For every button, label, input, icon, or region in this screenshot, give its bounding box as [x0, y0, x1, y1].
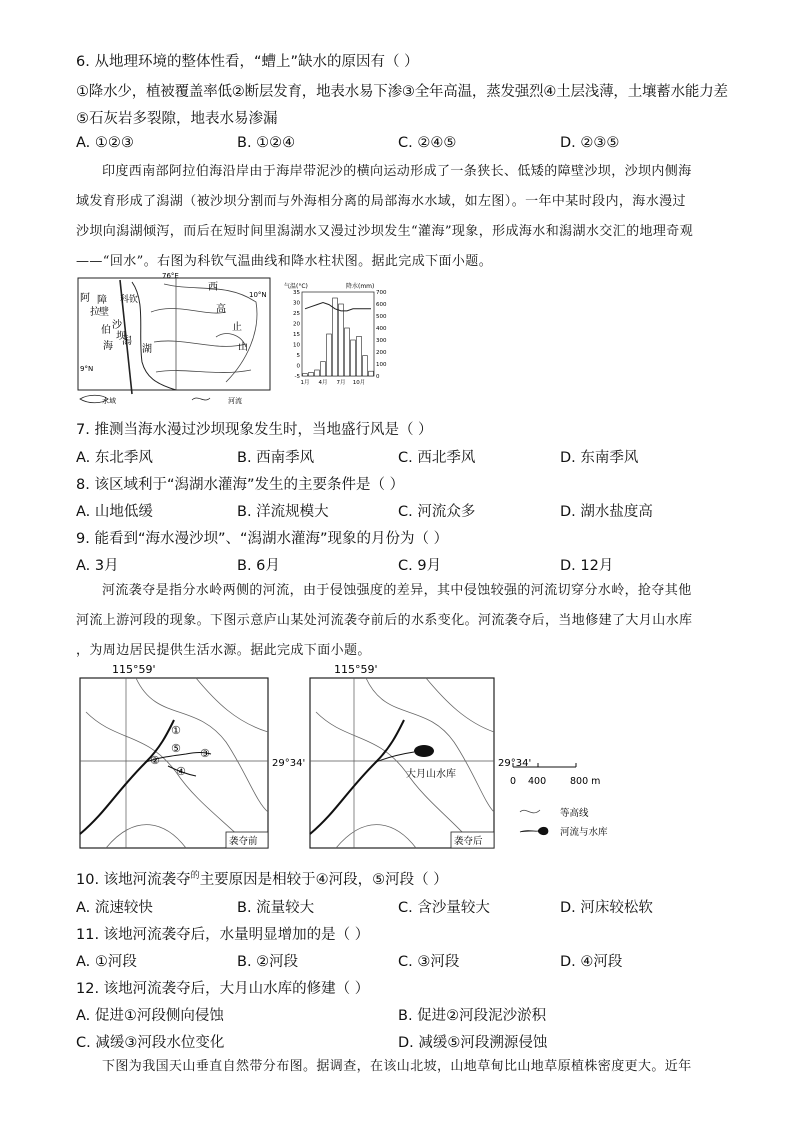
q11-option-b[interactable]: B. ②河段: [237, 954, 299, 970]
right-tick-label: 400: [376, 326, 387, 332]
q6-items-line2: ⑤石灰岩多裂隙，地表水易渗漏: [76, 111, 278, 127]
scale-800: 800 m: [570, 776, 601, 787]
map1-label: 拉: [90, 307, 100, 318]
temperature-line: [305, 303, 371, 311]
precip-bar: [357, 336, 362, 376]
passage-tianshan: [76, 1052, 722, 1082]
right-tick-label: 100: [376, 362, 387, 368]
left-tick-label: 30: [293, 300, 300, 307]
passage-lagoon-line: 域发育形成了潟湖（被沙坝分割而与外海相分离的局部海水水域，如左图）。一年中某时段内，海水漫过: [76, 194, 686, 209]
precip-bar: [303, 374, 308, 376]
month-tick-label: 1月: [300, 380, 310, 386]
map2-before-caption: 袭夺前: [229, 836, 258, 847]
q9-option-c[interactable]: C. 9月: [398, 558, 442, 574]
q10-stem: [76, 868, 448, 889]
q11-option-d[interactable]: D. ④河段: [560, 954, 623, 970]
q11-option-c[interactable]: C. ③河段: [398, 954, 460, 970]
precip-bar: [321, 362, 326, 376]
map1-label: 壁: [99, 307, 109, 318]
map2-lat-before: 29°34': [272, 758, 306, 769]
map2-legend-river: 河流与水库: [560, 827, 608, 838]
map2-legend-contour: 等高线: [560, 808, 589, 819]
q10-option-c[interactable]: C. 含沙量较大: [398, 900, 490, 916]
left-tick-label: 0: [296, 363, 300, 370]
map2-lat-after: 29°34': [498, 758, 532, 769]
right-tick-label: 600: [376, 302, 387, 308]
scale-0: 0: [510, 776, 517, 787]
map1-lat-bottom: 9°N: [80, 365, 94, 373]
scale-400: 400: [528, 776, 547, 787]
map1-label: 湖: [142, 344, 152, 355]
q12-option-b[interactable]: B. 促进②河段泥沙淤积: [398, 1008, 547, 1024]
map1-label: 坝: [116, 331, 126, 342]
q7-option-a[interactable]: A. 东北季风: [76, 450, 153, 466]
q6-option-a[interactable]: A. ①②③: [76, 135, 134, 151]
passage-lagoon: [76, 157, 722, 277]
climate-chart: [282, 280, 392, 390]
precip-bar: [363, 356, 368, 376]
left-tick-label: 25: [293, 311, 300, 317]
map1-label: 障: [97, 295, 107, 306]
map1-label: 阿: [80, 293, 90, 304]
q10-stem-rest: 主要原因是相较于④河段，⑤河段（ ）: [199, 872, 448, 888]
q7-option-b[interactable]: B. 西南季风: [237, 450, 315, 466]
passage-river-line: ，为周边居民提供生活水源。据此完成下面小题。: [76, 643, 371, 658]
q8-option-b[interactable]: B. 洋流规模大: [237, 504, 329, 520]
map1-lon: 76°E: [162, 272, 179, 280]
q11-option-a[interactable]: A. ①河段: [76, 954, 137, 970]
map2-num-3: ③: [200, 747, 210, 760]
precip-bar: [345, 328, 350, 376]
map2-lon-after: 115°59': [334, 663, 378, 676]
passage-tianshan-line: 下图为我国天山垂直自然带分布图。据调查，在该山北坡，山地草甸比山地草原植株密度更大。近年: [102, 1059, 692, 1074]
q7-stem: 7. 推测当海水漫过沙坝现象发生时，当地盛行风是（ ）: [76, 422, 433, 438]
map2-num-2: ②: [150, 754, 160, 767]
month-tick-label: 4月: [318, 380, 328, 386]
precip-bar: [351, 340, 356, 376]
q10-option-b[interactable]: B. 流量较大: [237, 900, 315, 916]
map1-label: 海: [103, 341, 113, 352]
map2-num-1: ①: [171, 724, 181, 737]
lagoon-map: [76, 272, 276, 407]
q6-stem: 6. 从地理环境的整体性看，“螬上”缺水的原因有（ ）: [76, 54, 419, 70]
precip-bar: [315, 370, 320, 376]
map1-label: 科钦: [120, 295, 139, 305]
right-tick-label: 200: [376, 350, 387, 356]
q10-stem-start: 10. 该地河流袭夺: [76, 872, 191, 888]
q7-option-c[interactable]: C. 西北季风: [398, 450, 476, 466]
q6-option-b[interactable]: B. ①②④: [237, 135, 296, 151]
left-tick-label: 15: [293, 332, 300, 338]
q9-option-b[interactable]: B. 6月: [237, 558, 280, 574]
q10-option-d[interactable]: D. 河床较松软: [560, 900, 653, 916]
map1-label: 伯: [101, 325, 111, 336]
map1-legend-water: 水域: [102, 397, 116, 405]
precip-bar: [327, 334, 332, 376]
q12-stem: 12. 该地河流袭夺后，大月山水库的修建（ ）: [76, 981, 370, 997]
chart-right-axis-label: 降水(mm): [346, 283, 375, 290]
map1-legend-river: 河流: [228, 397, 242, 405]
left-tick-label: 5: [296, 353, 300, 359]
map2-reservoir: 大月山水库: [406, 769, 456, 780]
left-tick-label: 20: [293, 321, 300, 328]
q10-note: 的: [190, 871, 200, 882]
passage-lagoon-line: 沙坝向潟湖倾泻，而后在短时间里潟湖水又漫过沙坝发生“灌海”现象，形成海水和潟湖水交汇的地理奇观: [76, 224, 694, 239]
passage-river-capture: [76, 576, 722, 666]
q12-option-a[interactable]: A. 促进①河段侧向侵蚀: [76, 1008, 224, 1024]
q12-option-c[interactable]: C. 减缓③河段水位变化: [76, 1035, 225, 1051]
river-capture-maps: [76, 662, 716, 854]
q10-option-a[interactable]: A. 流速较快: [76, 900, 153, 916]
left-tick-label: -5: [294, 374, 300, 380]
passage-lagoon-line: 印度西南部阿拉伯海沿岸由于海岸带泥沙的横向运动形成了一条狭长、低矮的障壁沙坝，沙坝内侧海: [102, 164, 692, 179]
chart-left-axis-label: 气温(°C): [284, 283, 308, 290]
right-tick-label: 0: [376, 374, 380, 380]
q8-option-a[interactable]: A. 山地低缓: [76, 504, 153, 520]
map2-num-5: ⑤: [171, 742, 181, 755]
river-legend-icon: [192, 398, 210, 400]
map1-label: 高: [216, 304, 226, 315]
q6-option-c[interactable]: C. ②④⑤: [398, 135, 457, 151]
month-tick-label: 7月: [336, 380, 346, 386]
river-reservoir-legend-icon: [520, 827, 548, 835]
precip-bar: [309, 372, 314, 376]
left-tick-label: 35: [293, 290, 300, 296]
passage-lagoon-line: ——“回水”。右图为科钦气温曲线和降水柱状图。据此完成下面小题。: [76, 254, 493, 269]
map1-label: 山: [238, 342, 248, 353]
q8-option-c[interactable]: C. 河流众多: [398, 504, 476, 520]
month-tick-label: 10月: [352, 380, 366, 386]
map2-num-4: ④: [176, 765, 186, 778]
q8-option-d[interactable]: D. 湖水盐度高: [560, 504, 653, 520]
precip-bar: [369, 371, 374, 376]
map1-label: 西: [208, 282, 218, 293]
right-tick-label: 300: [376, 338, 387, 344]
map2-after-caption: 袭夺后: [454, 836, 483, 847]
map2-lon-before: 115°59': [112, 663, 156, 676]
q9-option-a[interactable]: A. 3月: [76, 558, 119, 574]
map1-label: 潟: [122, 336, 132, 347]
q12-option-d[interactable]: D. 减缓⑤河段溯源侵蚀: [398, 1035, 548, 1051]
right-tick-label: 700: [376, 290, 387, 296]
map1-label: 沙: [112, 320, 122, 331]
q11-stem: 11. 该地河流袭夺后，水量明显增加的是（ ）: [76, 927, 370, 943]
passage-river-line: 河流上游河段的现象。下图示意庐山某处河流袭夺前后的水系变化。河流袭夺后，当地修建了大月山水库: [76, 613, 693, 628]
left-tick-label: 10: [293, 342, 300, 349]
q9-option-d[interactable]: D. 12月: [560, 558, 614, 574]
precip-bar: [339, 304, 344, 376]
q7-option-d[interactable]: D. 东南季风: [560, 450, 639, 466]
q9-stem: 9. 能看到“海水漫沙坝”、“潟湖水灌海”现象的月份为（ ）: [76, 531, 449, 547]
passage-river-line: 河流袭夺是指分水岭两侧的河流，由于侵蚀强度的差异，其中侵蚀较强的河流切穿分水岭，抢夺其他: [102, 583, 692, 598]
q6-option-d[interactable]: D. ②③⑤: [560, 135, 620, 151]
q8-stem: 8. 该区域利于“潟湖水灌海”发生的主要条件是（ ）: [76, 477, 405, 493]
map1-lat-top: 10°N: [249, 291, 267, 299]
map1-label: 止: [232, 322, 242, 333]
reservoir-shape: [414, 745, 434, 757]
contour-legend-icon: [520, 810, 540, 813]
q6-items-line1: ①降水少，植被覆盖率低②断层发育，地表水易下渗③全年高温，蒸发强烈④土层浅薄，土壤蓄水能力差: [76, 84, 728, 100]
right-tick-label: 500: [376, 314, 387, 320]
